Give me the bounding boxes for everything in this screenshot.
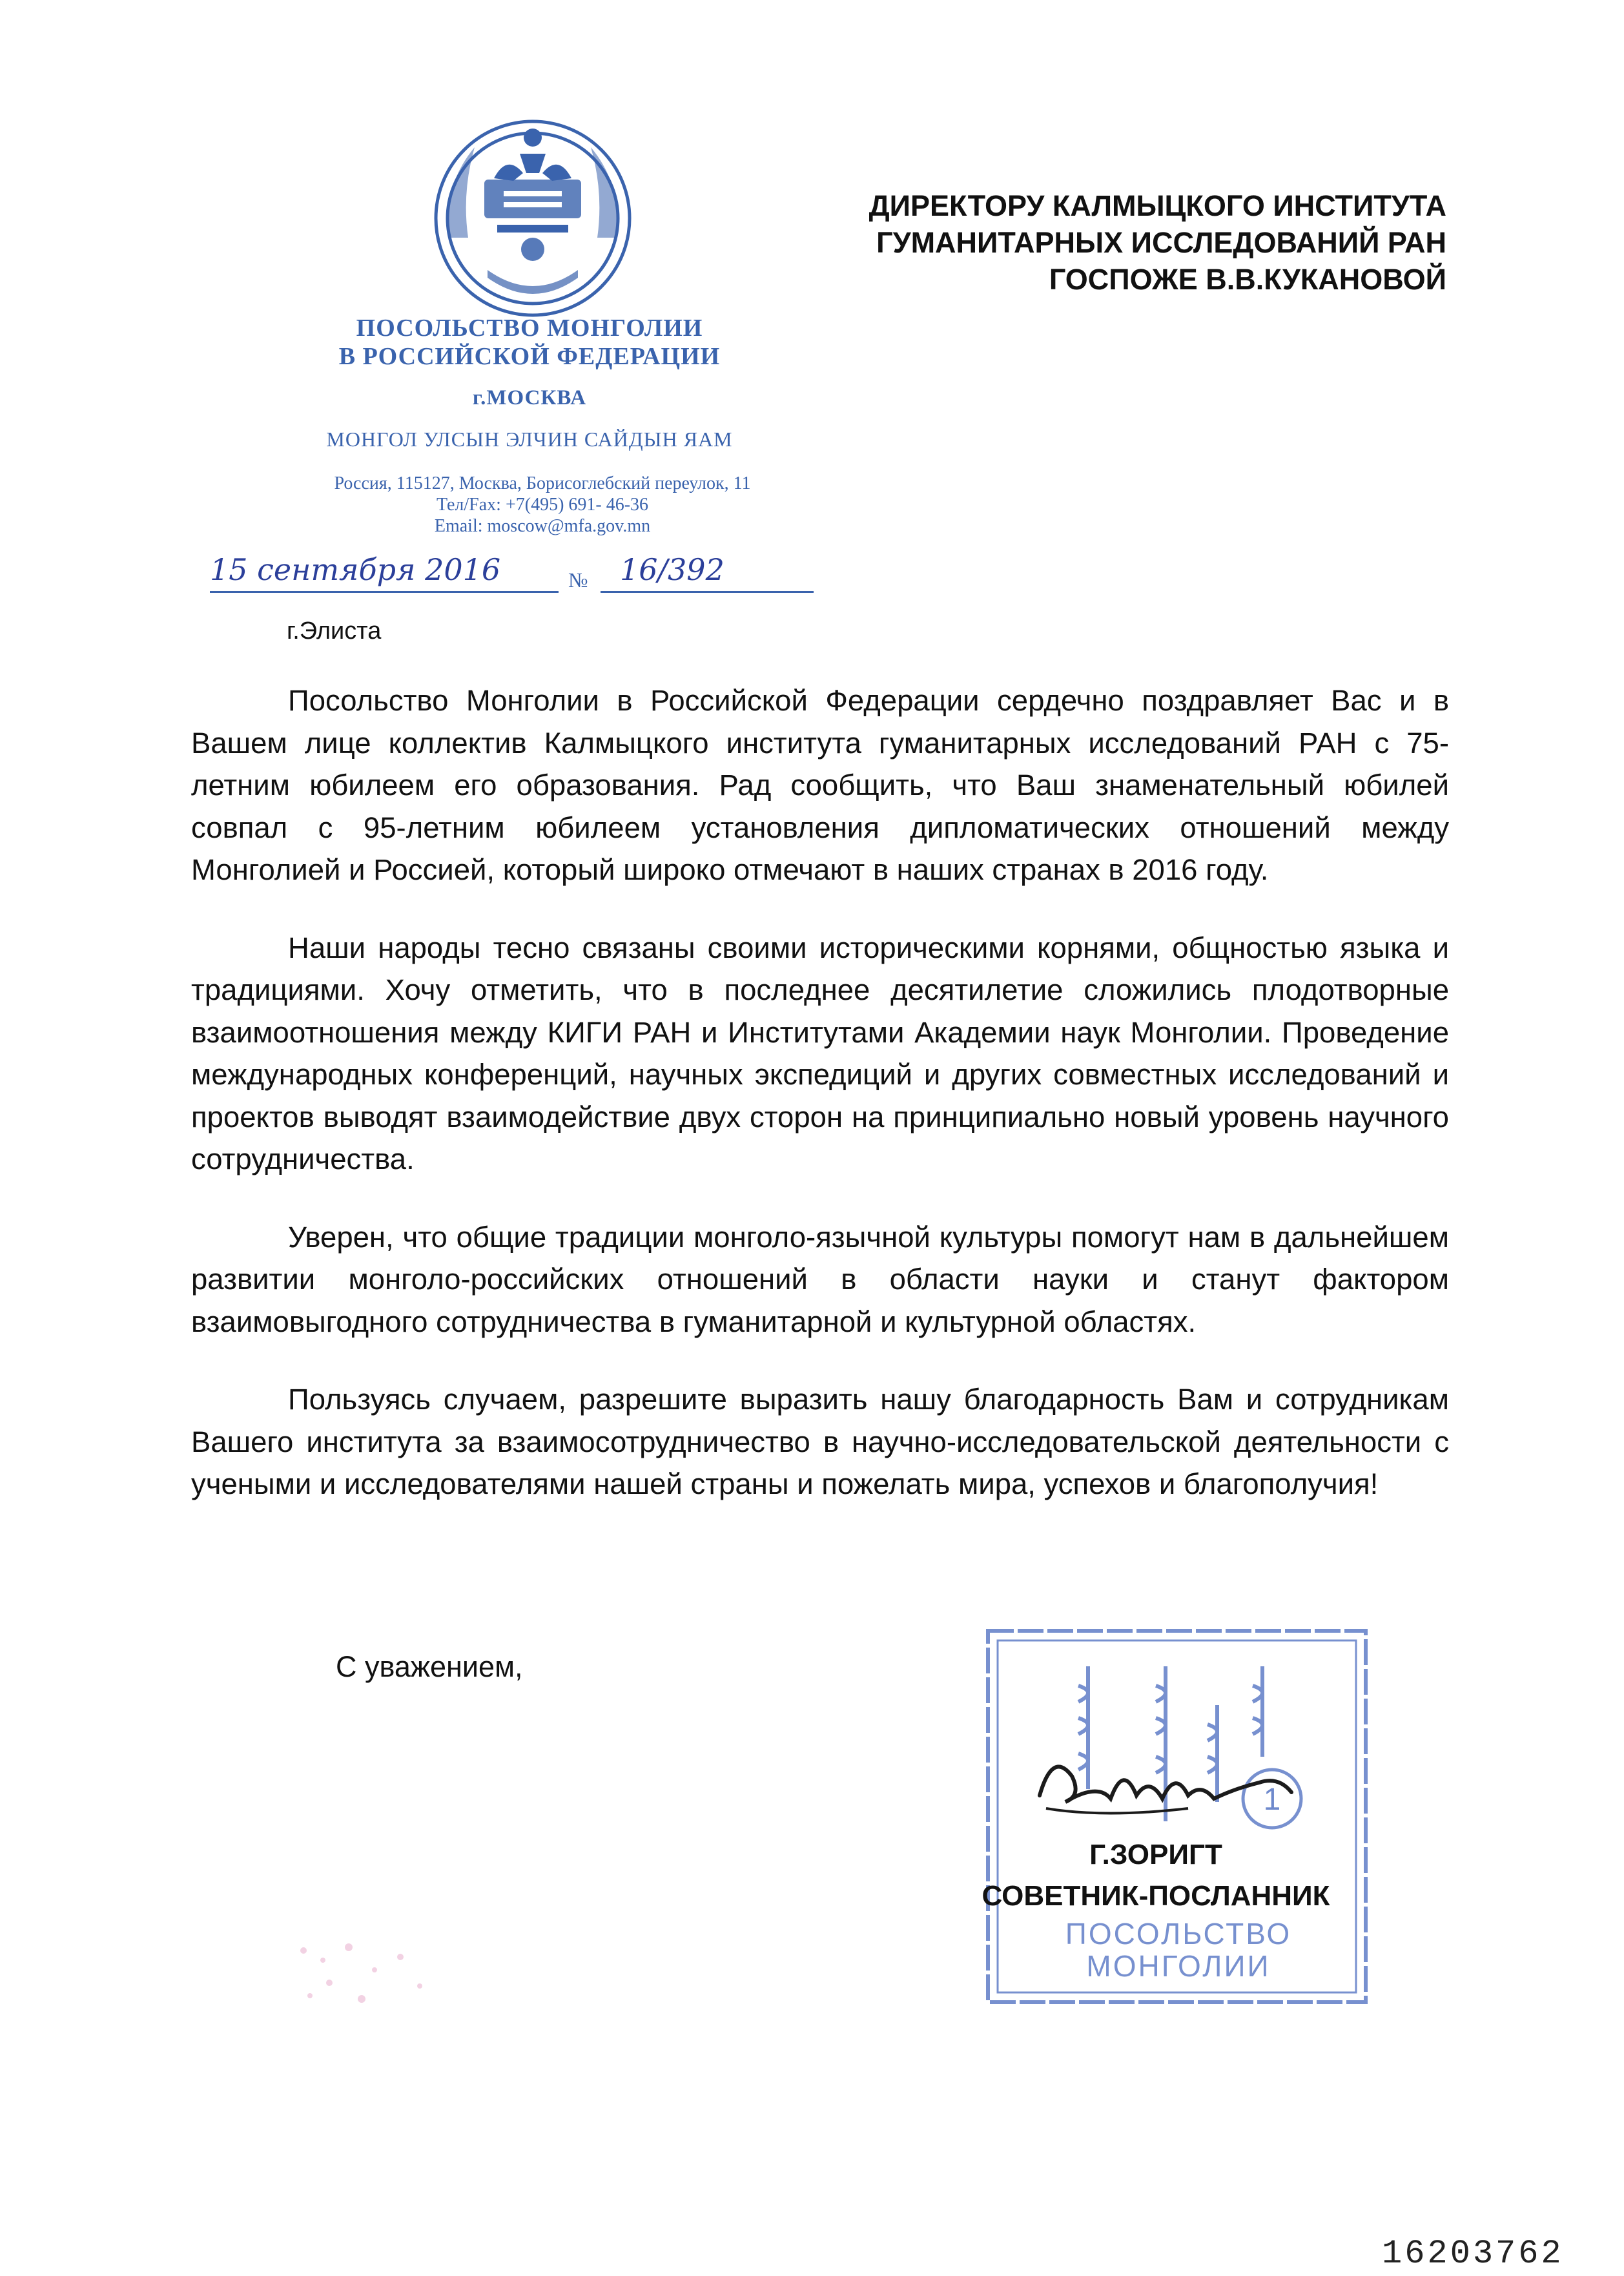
addressee-block [775, 187, 1446, 298]
date-underline [210, 591, 559, 593]
addressee-line1: ДИРЕКТОРУ КАЛМЫЦКОГО ИНСТИТУТА [869, 189, 1446, 222]
embassy-name-line1: ПОСОЛЬСТВО МОНГОЛИИ [356, 315, 703, 342]
faint-stamp-mark [284, 1925, 452, 2022]
paragraph-2: Наши народы тесно связаны своими историческими корнями, общностью языка и традициями. Хочу отметить, что в последнее десятилетие сложились плодотворные взаимоотношения между КИГИ РАН и Институтами Академии наук Монголии. Проведение международных конференций, научных экспедиций и других совместных исследований и проектов выводят взаимодействие двух сторон на принципиально новый уровень научного сотрудничества. [191, 931, 1449, 1175]
number-label: № [568, 568, 588, 592]
closing-phrase: С уважением, [336, 1650, 523, 1683]
recipient-city: г.Элиста [287, 617, 382, 645]
embassy-city: г.МОСКВА [472, 386, 587, 409]
addressee-line2: ГУМАНИТАРНЫХ ИССЛЕДОВАНИЙ РАН [876, 226, 1446, 259]
signature [1027, 1737, 1298, 1834]
embassy-address: Россия, 115127, Москва, Борисоглебский переулок, 11 [334, 473, 751, 493]
number-underline [601, 591, 814, 593]
document-number: 16203762 [1382, 2235, 1564, 2273]
paragraph-1: Посольство Монголии в Российской Федерации сердечно поздравляет Вас и в Вашем лице коллектив Калмыцкого института гуманитарных исследований РАН с 75-летним юбилеем его образования. Рад сообщить, что Ваш знаменательный юбилей совпал с 95-летним юбилеем установления дипломатических отношений между Монголией и Россией, который широко отмечают в наших странах в 2016 году. [191, 684, 1449, 886]
handwritten-number: 16/392 [620, 552, 725, 587]
signer-title: СОВЕТНИК-ПОСЛАННИК [982, 1880, 1330, 1912]
embassy-email: Email: moscow@mfa.gov.mn [434, 516, 651, 536]
stamp-text-line2: МОНГОЛИИ [1086, 1949, 1271, 1983]
embassy-contacts [258, 473, 827, 537]
embassy-mongolian-name: МОНГОЛ УЛСЫН ЭЛЧИН САЙДЫН ЯАМ [326, 428, 733, 451]
addressee-line3: ГОСПОЖЕ В.В.КУКАНОВОЙ [1049, 263, 1446, 296]
letter-body [191, 679, 1449, 1541]
embassy-emblem [423, 109, 642, 328]
embassy-phone: Тел/Fax: +7(495) 691- 46-36 [436, 495, 649, 515]
paragraph-3: Уверен, что общие традиции монголо-язычной культуры помогут нам в дальнейшем развитии монголо-российских отношений в области науки и станут фактором взаимовыгодного сотрудничества в гуманитарной и культурной областях. [191, 1220, 1449, 1338]
paragraph-4: Пользуясь случаем, разрешите выразить нашу благодарность Вам и сотрудникам Вашего института за взаимосотрудничество в научно-исследовательской деятельности с учеными и исследователями нашей страны и пожелать мира, успехов и благополучия! [191, 1383, 1449, 1500]
embassy-name-line2: В РОССИЙСКОЙ ФЕДЕРАЦИИ [338, 343, 721, 370]
stamp-number: 1 [1263, 1783, 1281, 1817]
signer-name: Г.ЗОРИГТ [1089, 1839, 1222, 1870]
signer-block [930, 1834, 1382, 1917]
handwritten-date: 15 сентября 2016 [210, 552, 501, 587]
stamp-text-line1: ПОСОЛЬСТВО [1065, 1917, 1292, 1950]
embassy-name [245, 314, 814, 371]
